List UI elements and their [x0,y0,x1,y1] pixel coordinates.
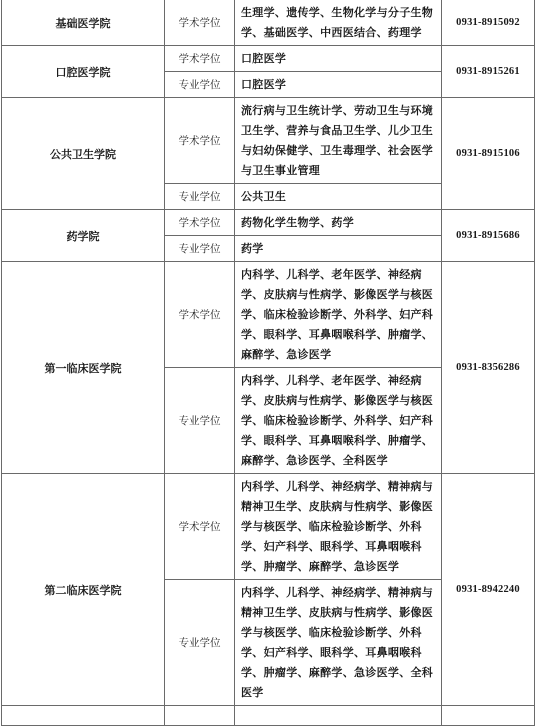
degree-type: 学术学位 [165,98,235,184]
institute-name: 第二临床医学院 [2,474,165,706]
phone-number: 0931-8942240 [442,474,535,706]
phone-number: 0931-8915686 [442,210,535,262]
empty-cell [2,706,165,726]
major-list: 口腔医学 [235,72,442,98]
degree-type: 专业学位 [165,184,235,210]
major-list: 流行病与卫生统计学、劳动卫生与环境卫生学、营养与食品卫生学、儿少卫生与妇幼保健学、卫生毒理学、社会医学与卫生事业管理 [235,98,442,184]
major-list: 生理学、遗传学、生物化学与分子生物学、基础医学、中西医结合、药理学 [235,0,442,46]
degree-type: 专业学位 [165,580,235,706]
degree-type: 专业学位 [165,368,235,474]
institute-name: 公共卫生学院 [2,98,165,210]
table-row [2,98,535,184]
table-row [2,0,535,46]
institute-name: 基础医学院 [2,0,165,46]
degree-type: 专业学位 [165,236,235,262]
phone-number: 0931-8915261 [442,46,535,98]
major-list: 内科学、儿科学、神经病学、精神病与精神卫生学、皮肤病与性病学、影像医学与核医学、临床检验诊断学、外科学、妇产科学、眼科学、耳鼻咽喉科学、肿瘤学、麻醉学、急诊医学、全科医学 [235,580,442,706]
institute-name: 药学院 [2,210,165,262]
degree-type: 学术学位 [165,262,235,368]
degree-type: 学术学位 [165,46,235,72]
major-list: 药物化学生物学、药学 [235,210,442,236]
degree-type: 学术学位 [165,0,235,46]
empty-cell [235,706,442,726]
table-row [2,706,535,726]
institute-name: 第一临床医学院 [2,262,165,474]
major-list: 口腔医学 [235,46,442,72]
degree-type: 专业学位 [165,72,235,98]
empty-cell [442,706,535,726]
major-list: 内科学、儿科学、神经病学、精神病与精神卫生学、皮肤病与性病学、影像医学与核医学、临床检验诊断学、外科学、妇产科学、眼科学、耳鼻咽喉科学、肿瘤学、麻醉学、急诊医学 [235,474,442,580]
major-list: 公共卫生 [235,184,442,210]
degree-type: 学术学位 [165,474,235,580]
table-row [2,46,535,72]
empty-cell [165,706,235,726]
phone-number: 0931-8356286 [442,262,535,474]
institute-table [1,0,535,726]
table-row [2,210,535,236]
major-list: 药学 [235,236,442,262]
degree-type: 学术学位 [165,210,235,236]
table-row [2,474,535,580]
phone-number: 0931-8915092 [442,0,535,46]
phone-number: 0931-8915106 [442,98,535,210]
major-list: 内科学、儿科学、老年医学、神经病学、皮肤病与性病学、影像医学与核医学、临床检验诊断学、外科学、妇产科学、眼科学、耳鼻咽喉科学、肿瘤学、麻醉学、急诊医学 [235,262,442,368]
institute-name: 口腔医学院 [2,46,165,98]
major-list: 内科学、儿科学、老年医学、神经病学、皮肤病与性病学、影像医学与核医学、临床检验诊断学、外科学、妇产科学、眼科学、耳鼻咽喉科学、肿瘤学、麻醉学、急诊医学、全科医学 [235,368,442,474]
table-row [2,262,535,368]
